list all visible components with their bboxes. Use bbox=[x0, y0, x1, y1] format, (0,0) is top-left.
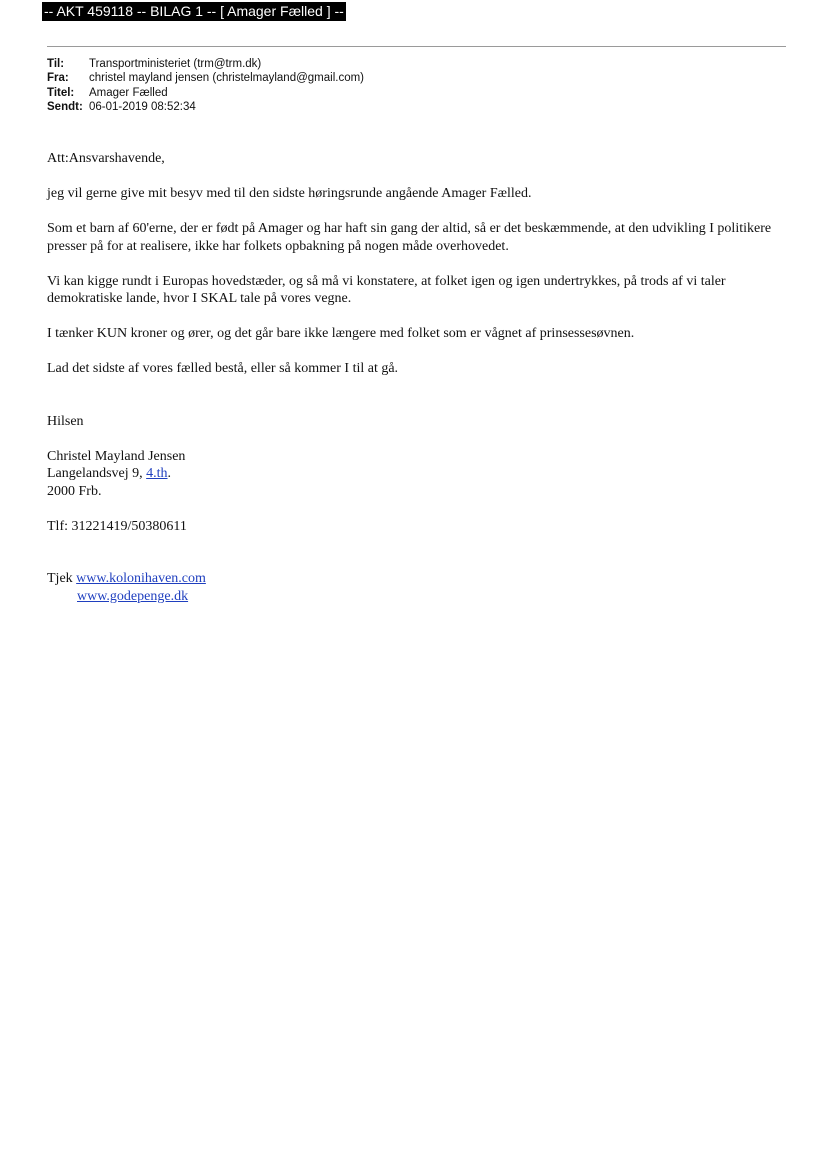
header-label: Til: bbox=[47, 58, 65, 70]
header-divider bbox=[47, 46, 786, 47]
header-from bbox=[47, 71, 364, 85]
body-paragraph: I tænker KUN kroner og ører, og det går bare ikke længere med folket som er vågnet af prinsessesøvnen. bbox=[47, 326, 635, 341]
email-body bbox=[47, 150, 787, 605]
link-kolonihaven[interactable]: www.kolonihaven.com bbox=[76, 571, 206, 586]
signature-city: 2000 Frb. bbox=[47, 483, 102, 499]
closing: Hilsen bbox=[47, 413, 84, 429]
header-label: Fra: bbox=[47, 72, 69, 85]
links-block bbox=[47, 570, 787, 605]
body-paragraph: Vi kan kigge rundt i Europas hovedstæder, og så må vi konstatere, at folket igen og igen undertrykkes, på trods af vi taler demokratiske lande, hvor I SKAL tale på vores vegne. bbox=[47, 273, 726, 306]
email-headers bbox=[47, 57, 364, 114]
body-paragraph: Lad det sidste af vores fælled bestå, eller så kommer I til at gå. bbox=[47, 361, 399, 376]
signature-street: Langelandsvej 9, bbox=[47, 466, 143, 481]
header-value: Amager Fælled bbox=[89, 86, 168, 99]
header-value: christel mayland jensen (christelmayland@gmail.com) bbox=[89, 72, 364, 85]
header-label: Titel: bbox=[47, 86, 75, 99]
signature-name: Christel Mayland Jensen bbox=[47, 448, 186, 464]
greeting: Att:Ansvarshavende, bbox=[47, 151, 165, 166]
links-prefix: Tjek bbox=[47, 571, 73, 586]
header-value: 06-01-2019 08:52:34 bbox=[89, 100, 196, 113]
link-godepenge[interactable]: www.godepenge.dk bbox=[77, 588, 189, 604]
body-paragraph: jeg vil gerne give mit besyv med til den sidste høringsrunde angående Amager Fælled. bbox=[47, 186, 532, 201]
header-sent bbox=[47, 100, 364, 114]
floor-suffix: . bbox=[167, 466, 172, 481]
signature-block bbox=[47, 448, 787, 501]
document-banner: -- AKT 459118 -- BILAG 1 -- [ Amager Fælled ] -- bbox=[44, 3, 344, 19]
header-subject bbox=[47, 86, 364, 100]
floor-link[interactable]: 4.th bbox=[146, 466, 168, 481]
body-paragraph: Som et barn af 60'erne, der er født på Amager og har haft sin gang der altid, så er det beskæmmende, at den udvikling I politikere presser på for at realisere, ikke har folkets opbakning på nogen måde overhovedet. bbox=[47, 221, 772, 254]
phone: Tlf: 31221419/50380611 bbox=[47, 518, 187, 534]
header-value: Transportministeriet (trm@trm.dk) bbox=[89, 58, 262, 70]
header-label: Sendt: bbox=[47, 100, 83, 113]
header-to bbox=[47, 57, 364, 71]
